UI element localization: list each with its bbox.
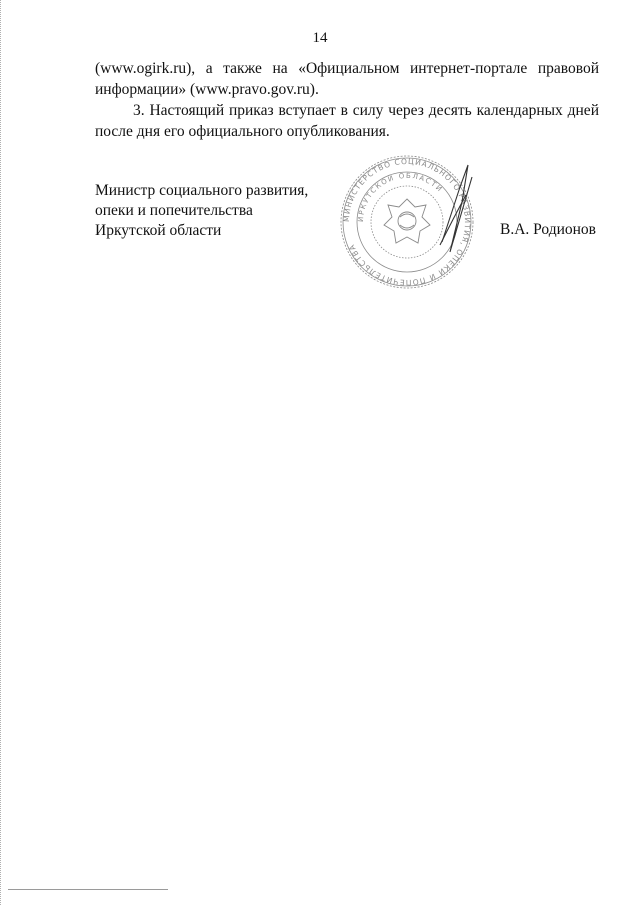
paragraph-1 <box>95 58 599 79</box>
signer-title <box>95 181 308 241</box>
signer-title-line-3: Иркутской области <box>95 222 222 239</box>
stamp-emblem-icon <box>384 199 430 243</box>
paragraph-2-line-1: 3. Настоящий приказ вступает в силу через десять календарных дней <box>133 102 599 119</box>
paragraph-2-line-2: после дня его официального опубликования. <box>95 123 390 140</box>
signer-name: В.А. Родионов <box>500 221 596 238</box>
paragraph-2 <box>95 100 599 121</box>
page-number: 14 <box>312 30 328 46</box>
stamp-inner-text: ИРКУТСКОЙ ОБЛАСТИ <box>356 171 445 223</box>
signer-title-line-2: опеки и попечительства <box>95 202 253 219</box>
paragraph-1-line-2: информации» (www.pravo.gov.ru). <box>95 81 319 98</box>
footer-rule <box>8 889 168 890</box>
official-seal-stamp <box>322 147 492 297</box>
signer-title-line-1: Министр социального развития, <box>95 182 309 199</box>
stamp-outer-text: МИНИСТЕРСТВО СОЦИАЛЬНОГО РАЗВИТИЯ, ОПЕКИ И ПОПЕЧИТЕЛЬСТВА <box>341 156 473 288</box>
scan-edge-line <box>0 0 4 905</box>
paragraph-1-line-1: (www.ogirk.ru), а также на «Официальном интернет-портале правовой <box>95 60 599 77</box>
